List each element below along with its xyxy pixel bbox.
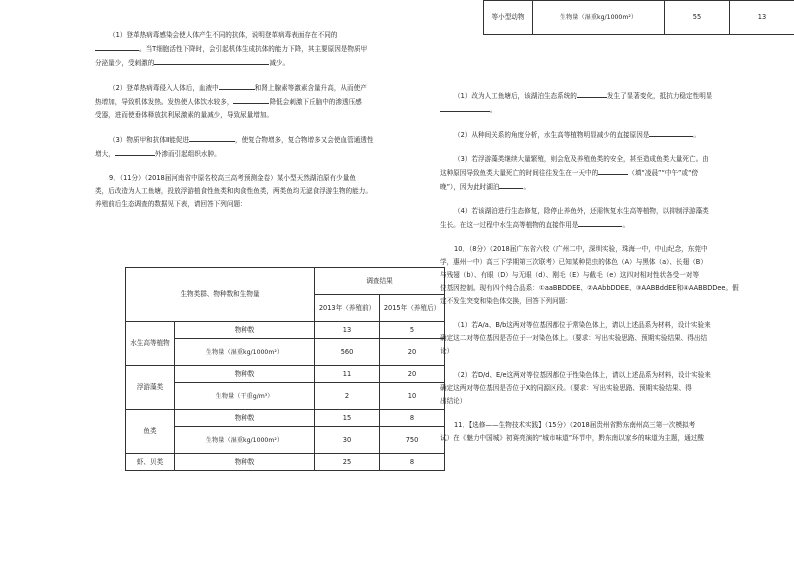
q8-part1-line1: （1）登革热病毒感染会使人体产生不同的抗体，说明登革病毒表面存在不同的 bbox=[109, 31, 338, 39]
q10-part2-line1: （2）若D/d、E/e这两对等位基因都位于性染色体上，请以上述品系为材料，设计实验来 bbox=[454, 371, 711, 379]
q9-part4-line2: 生长。在这一过程中水生高等植物的直接作用是 。 bbox=[440, 218, 794, 232]
survey-table-continued bbox=[483, 0, 794, 35]
metric-cell: 物种数 bbox=[175, 322, 315, 339]
q8-part1-line2: 。当T细胞活性下降时，会引起机体生成抗体的能力下降，其主要原因是物质甲 bbox=[95, 42, 450, 56]
value-2013: 25 bbox=[315, 454, 380, 471]
q10-intro-line3: 与残翅（b）、有眼（D）与无眼（d）、刚毛（E）与截毛（e）这四对相对性状各受一对等 bbox=[440, 271, 700, 279]
q9-part1-line2: 。 bbox=[440, 103, 794, 117]
q9-part3-line1: （3）若浮游藻类继续大量繁殖，则会危及养殖鱼类的安全，甚至造成鱼类大量死亡。由 bbox=[454, 155, 709, 163]
q9-part1-line1: （1）改为人工鱼塘后，该湖泊生态系统的 发生了显著变化，抵抗力稳定性明显 bbox=[440, 89, 794, 103]
header-2013: 2013年（养殖前） bbox=[315, 295, 380, 322]
value-2013: 55 bbox=[665, 1, 730, 35]
metric-cell: 生物量（湿重kg/1000m²） bbox=[175, 339, 315, 366]
group-cell: 水生高等植物 bbox=[126, 322, 175, 366]
value-2015: 750 bbox=[380, 427, 445, 454]
survey-table bbox=[125, 267, 445, 471]
q8-part2-line1: （2）登革热病毒侵入人体后，血液中 和肾上腺素等激素含量升高，从而使产 bbox=[95, 81, 450, 95]
value-2015: 20 bbox=[380, 366, 445, 383]
left-column bbox=[95, 0, 450, 466]
value-2015: 8 bbox=[380, 454, 445, 471]
q8-part3-line2: 增大， 外渗而引起组织水肿。 bbox=[95, 147, 450, 161]
group-cell: 等小型动物 bbox=[484, 1, 533, 35]
metric-cell: 物种数 bbox=[175, 410, 315, 427]
group-cell: 虾、贝类 bbox=[126, 454, 175, 471]
value-2013: 30 bbox=[315, 427, 380, 454]
table-row bbox=[126, 366, 445, 383]
value-2015: 20 bbox=[380, 339, 445, 366]
q10-intro-line4: 位基因控制。现有四个纯合品系：①aaBBDDEE、②AAbbDDEE、③AABBddEE和④AABBDDee。假 bbox=[440, 284, 739, 292]
q10-intro-line5: 定不发生突变和染色体交换，回答下列问题： bbox=[440, 297, 572, 305]
q8-part3-line1: （3）物质甲和抗体Ⅱ能促进 ，使复合物增多，复合物增多又会使血管通透性 bbox=[95, 133, 450, 147]
value-2013: 13 bbox=[315, 322, 380, 339]
q8-part2-line2: 热增加，导致机体发热。发热使人体饮水较多， 降低会刺激下丘脑中的渗透压感 bbox=[95, 95, 450, 109]
table-row bbox=[126, 322, 445, 339]
q9-part3-line2: 这种原因导致鱼类大量死亡的时间往往发生在一天中的 （填“凌晨”“中午”或“傍 bbox=[440, 166, 794, 180]
value-2015: 10 bbox=[380, 383, 445, 410]
metric-cell: 生物量（干重g/m³） bbox=[175, 383, 315, 410]
table-row bbox=[126, 454, 445, 471]
table-row bbox=[126, 410, 445, 427]
header-group: 生物类群、物种数和生物量 bbox=[126, 268, 315, 322]
q10-part1-line3: 论） bbox=[440, 347, 454, 355]
q9-part2-line1: （2）从种间关系的角度分析，水生高等植物明显减少的直接原因是 。 bbox=[440, 128, 794, 142]
q9-intro-line3: 养殖前后生态调查的数据见下表，请回答下列问题： bbox=[95, 200, 247, 208]
value-2015: 8 bbox=[380, 410, 445, 427]
q9-intro-line2: 类，后改造为人工鱼塘，投放浮游植食性鱼类和肉食性鱼类，两类鱼均无滤食浮游生物的能力。 bbox=[95, 187, 372, 195]
value-2013: 11 bbox=[315, 366, 380, 383]
q10-part1-line2: 确定这二对等位基因是否位于一对染色体上。（要求：写出实验思路、预期实验结果、得出结 bbox=[440, 334, 708, 342]
value-2015: 13 bbox=[730, 1, 794, 35]
table-header-row bbox=[126, 268, 445, 295]
metric-cell: 生物量（湿重kg/1000m²） bbox=[175, 427, 315, 454]
value-2015: 5 bbox=[380, 322, 445, 339]
q10-intro-line1: 10．（8分）（2018届广东省六校（广州二中，深圳实验，珠海一中，中山纪念，东莞中 bbox=[454, 245, 708, 253]
header-2015: 2015年（养殖后） bbox=[380, 295, 445, 322]
group-cell: 浮游藻类 bbox=[126, 366, 175, 410]
value-2013: 560 bbox=[315, 339, 380, 366]
metric-cell: 物种数 bbox=[175, 366, 315, 383]
value-2013: 15 bbox=[315, 410, 380, 427]
q9-intro-line1: 9．（11分）（2018届河南省中原名校高三高考预测金卷）某小型天然湖泊原有少量鱼 bbox=[109, 174, 356, 182]
value-2013: 2 bbox=[315, 383, 380, 410]
q9-part4-line1: （4）若该湖泊进行生态修复，除停止养鱼外，还需恢复水生高等植物，以抑制浮游藻类 bbox=[454, 207, 709, 215]
metric-cell: 生物量（湿重kg/1000m²） bbox=[533, 1, 665, 35]
table-row bbox=[484, 1, 794, 35]
q11-line2: 试）在《魅力中国城》初赛亮演的“城市味道”环节中，黔东南以家乡的味道为主题，通过酸 bbox=[440, 434, 704, 442]
q8-part2-line3: 受器，进而使垂体释放抗利尿激素的量减少，导致尿量增加。 bbox=[95, 111, 274, 119]
right-column bbox=[440, 0, 794, 445]
group-cell: 鱼类 bbox=[126, 410, 175, 454]
q10-intro-line2: 学，惠州一中）高三下学期第三次联考）已知某种昆虫的体色（A）与黑体（a）、长翅（B） bbox=[440, 258, 707, 266]
header-survey: 调查结果 bbox=[315, 268, 445, 295]
q8-part1-line3: 分泌量少，受刺激的 减少。 bbox=[95, 56, 450, 70]
q11-line1: 11．【选修——生物技术实践】（15分）（2018届贵州省黔东南州高三第一次模拟考 bbox=[454, 421, 696, 429]
metric-cell: 物种数 bbox=[175, 454, 315, 471]
q9-part3-line3: 晚”），因为此时湖泊 。 bbox=[440, 180, 794, 194]
q10-part2-line3: 出结论） bbox=[440, 397, 467, 405]
q10-part1-line1: （1）若A/a、B/b这两对等位基因都位于常染色体上，请以上述品系为材料，设计实验来 bbox=[454, 321, 711, 329]
q10-part2-line2: 确定这两对等位基因是否位于X的同源区段。（要求：写出实验思路、预期实验结果、得 bbox=[440, 384, 692, 392]
